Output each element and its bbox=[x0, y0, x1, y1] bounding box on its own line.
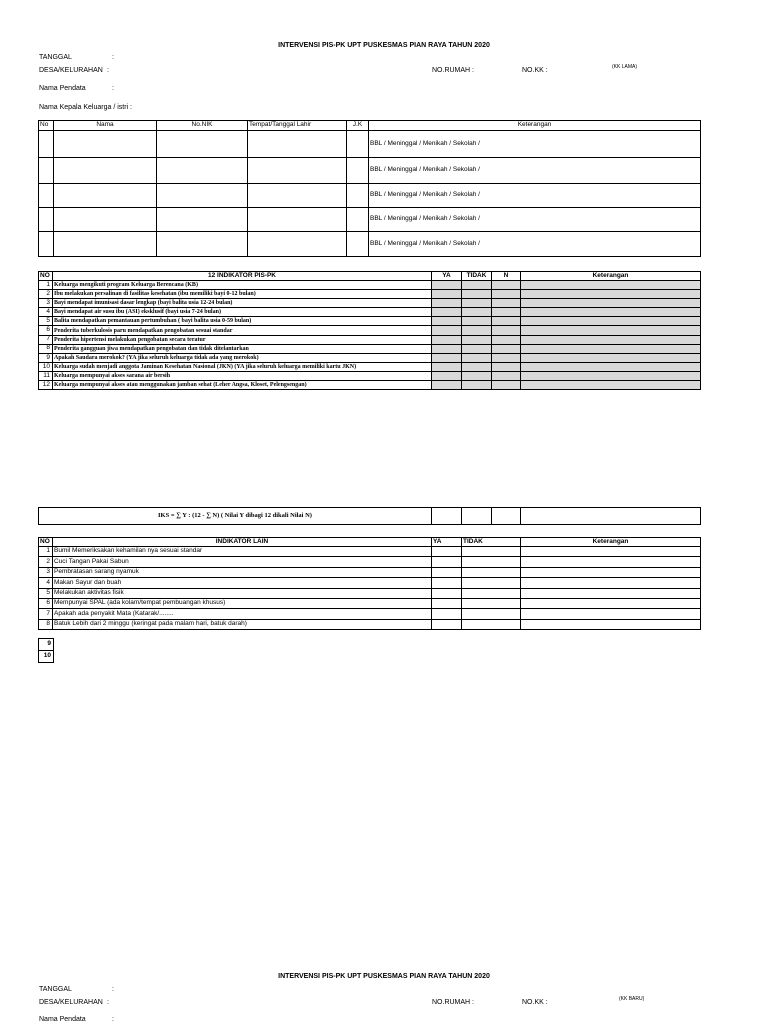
other-no: 10 bbox=[39, 651, 54, 663]
other-row bbox=[39, 547, 701, 557]
n-cell[interactable] bbox=[492, 381, 521, 390]
indicator-text: Penderita hipertensi melakukan pengobatan secara teratur bbox=[53, 335, 432, 344]
indicator-row bbox=[39, 317, 701, 326]
col-nama: Nama bbox=[54, 121, 157, 131]
other-text: Makan Sayur dan buah bbox=[53, 578, 432, 588]
ya-cell[interactable] bbox=[432, 609, 462, 619]
keterangan-cell[interactable] bbox=[521, 344, 701, 353]
other-no: 5 bbox=[39, 588, 53, 598]
other-text: Bumil Memeriksakan kehamilan nya sesuai standar bbox=[53, 547, 432, 557]
other-text: Mempunyai SPAL (ada kolam/tempat pembuangan khusus) bbox=[53, 598, 432, 608]
ya-cell[interactable] bbox=[432, 335, 462, 344]
n-cell[interactable] bbox=[492, 344, 521, 353]
other-row bbox=[39, 651, 54, 663]
member-nik-cell[interactable] bbox=[157, 158, 248, 184]
no-rumah-label: NO.RUMAH : bbox=[432, 67, 474, 74]
ya-cell[interactable] bbox=[432, 344, 462, 353]
member-keterangan[interactable]: BBL / Meninggal / Menikah / Sekolah / bbox=[369, 184, 701, 208]
member-nik-cell[interactable] bbox=[157, 131, 248, 158]
iks-table bbox=[38, 507, 701, 525]
keterangan-cell[interactable] bbox=[521, 308, 701, 317]
other-text: Apakah ada penyakit Mata (Katarak/........ bbox=[53, 609, 432, 619]
other-indicators-table bbox=[38, 537, 701, 630]
other-row bbox=[39, 588, 701, 598]
indicator-text: Bayi mendapat imunisasi dasar lengkap (bayi balita usia 12-24 bulan) bbox=[53, 299, 432, 308]
iks-tidak-cell[interactable] bbox=[462, 508, 492, 525]
indicator-text: Keluarga mempunyai akses atau menggunakan jamban sehat (Leher Angsa, Kloset, Pelengsengan) bbox=[53, 381, 432, 390]
other-no: 2 bbox=[39, 557, 53, 567]
indicator-text: Penderita tuberkulosis paru mendapatkan pengobatan sesuai standar bbox=[53, 326, 432, 335]
indicator-row bbox=[39, 308, 701, 317]
indicator-text: Balita mendapatkan pemantauan pertumbuhan ( bayi balita usia 0-59 bulan) bbox=[53, 317, 432, 326]
tidak-cell[interactable] bbox=[462, 290, 492, 299]
tidak-cell[interactable] bbox=[462, 619, 521, 629]
keterangan-cell[interactable] bbox=[521, 619, 701, 629]
member-ttl-cell[interactable] bbox=[248, 184, 347, 208]
no-kk-label-bottom: NO.KK : bbox=[522, 999, 548, 1006]
indicator-row bbox=[39, 299, 701, 308]
desa-colon: : bbox=[107, 67, 109, 74]
member-no-cell[interactable] bbox=[39, 158, 54, 184]
tanggal-colon: : bbox=[112, 54, 114, 61]
member-keterangan[interactable]: BBL / Meninggal / Menikah / Sekolah / bbox=[369, 158, 701, 184]
indicator-row bbox=[39, 362, 701, 371]
col-jk: J.K bbox=[347, 121, 369, 131]
other-text: Melakukan aktivitas fisik bbox=[53, 588, 432, 598]
pendata-label-bottom: Nama Pendata bbox=[39, 1016, 86, 1023]
member-row bbox=[39, 184, 701, 208]
member-nik-cell[interactable] bbox=[157, 208, 248, 232]
indicator-text: Ibu melakukan persalinan di fasilitas kesehatan (ibu memiliki bayi 0-12 bulan) bbox=[53, 290, 432, 299]
kk-baru-note: (KK BARU) bbox=[619, 996, 645, 1002]
indicator-no: 6 bbox=[39, 326, 53, 335]
ya-cell[interactable] bbox=[432, 299, 462, 308]
member-row bbox=[39, 131, 701, 158]
oth-col-indikator: INDIKATOR LAIN bbox=[53, 538, 432, 547]
ya-cell[interactable] bbox=[432, 317, 462, 326]
tidak-cell[interactable] bbox=[462, 371, 492, 380]
n-cell[interactable] bbox=[492, 290, 521, 299]
indicator-no: 10 bbox=[39, 362, 53, 371]
indicator-text: Penderita gangguan jiwa mendapatkan pengobatan dan tidak ditelantarkan bbox=[53, 344, 432, 353]
indicator-no: 8 bbox=[39, 344, 53, 353]
ind-col-indikator: 12 INDIKATOR PIS-PK bbox=[53, 272, 432, 281]
indicator-row bbox=[39, 335, 701, 344]
desa-colon-bottom: : bbox=[107, 999, 109, 1006]
indicator-row bbox=[39, 371, 701, 380]
indicator-no: 7 bbox=[39, 335, 53, 344]
n-cell[interactable] bbox=[492, 362, 521, 371]
ya-cell[interactable] bbox=[432, 557, 462, 567]
n-cell[interactable] bbox=[492, 371, 521, 380]
ya-cell[interactable] bbox=[432, 619, 462, 629]
tidak-cell[interactable] bbox=[462, 547, 521, 557]
members-header-row bbox=[39, 121, 701, 131]
pendata-label: Nama Pendata bbox=[39, 85, 86, 92]
oth-col-keterangan: Keterangan bbox=[521, 538, 701, 547]
member-nik-cell[interactable] bbox=[157, 184, 248, 208]
member-no-cell[interactable] bbox=[39, 131, 54, 158]
keterangan-cell[interactable] bbox=[521, 381, 701, 390]
member-ttl-cell[interactable] bbox=[248, 131, 347, 158]
tidak-cell[interactable] bbox=[462, 557, 521, 567]
member-ttl-cell[interactable] bbox=[248, 232, 347, 257]
member-nama-cell[interactable] bbox=[54, 184, 157, 208]
iks-row bbox=[39, 508, 701, 525]
tidak-cell[interactable] bbox=[462, 609, 521, 619]
indicator-text: Keluarga mengikuti program Keluarga Berencana (KB) bbox=[53, 281, 432, 290]
ya-cell[interactable] bbox=[432, 547, 462, 557]
indicator-text: Apakah Saudara merokok? (YA jika seluruh keluarga tidak ada yang merokok) bbox=[53, 353, 432, 362]
ya-cell[interactable] bbox=[432, 353, 462, 362]
kepala-keluarga-label: Nama Kepala Keluarga / istri : bbox=[39, 104, 132, 111]
oth-col-ya: YA bbox=[432, 538, 462, 547]
other-text: Batuk Lebih dari 2 minggu (keringat pada malam hari, batuk darah) bbox=[53, 619, 432, 629]
other-no: 8 bbox=[39, 619, 53, 629]
member-jk-cell[interactable] bbox=[347, 184, 369, 208]
other-row bbox=[39, 619, 701, 629]
member-no-cell[interactable] bbox=[39, 208, 54, 232]
n-cell[interactable] bbox=[492, 317, 521, 326]
tidak-cell[interactable] bbox=[462, 567, 521, 577]
member-row bbox=[39, 158, 701, 184]
ya-cell[interactable] bbox=[432, 362, 462, 371]
indicators-table bbox=[38, 271, 701, 390]
member-keterangan[interactable]: BBL / Meninggal / Menikah / Sekolah / bbox=[369, 232, 701, 257]
indicator-no: 11 bbox=[39, 371, 53, 380]
ind-col-tidak: TIDAK bbox=[462, 272, 492, 281]
keterangan-cell[interactable] bbox=[521, 371, 701, 380]
keterangan-cell[interactable] bbox=[521, 557, 701, 567]
oth-col-no: NO bbox=[39, 538, 53, 547]
member-keterangan[interactable]: BBL / Meninggal / Menikah / Sekolah / bbox=[369, 208, 701, 232]
tidak-cell[interactable] bbox=[462, 381, 492, 390]
member-nik-cell[interactable] bbox=[157, 232, 248, 257]
ya-cell[interactable] bbox=[432, 290, 462, 299]
col-no: No bbox=[39, 121, 54, 131]
iks-n-cell[interactable] bbox=[492, 508, 521, 525]
tidak-cell[interactable] bbox=[462, 299, 492, 308]
pendata-colon: : bbox=[112, 85, 114, 92]
keterangan-cell[interactable] bbox=[521, 299, 701, 308]
indicator-no: 3 bbox=[39, 299, 53, 308]
member-keterangan[interactable]: BBL / Meninggal / Menikah / Sekolah / bbox=[369, 131, 701, 158]
member-row bbox=[39, 208, 701, 232]
keterangan-cell[interactable] bbox=[521, 598, 701, 608]
n-cell[interactable] bbox=[492, 353, 521, 362]
member-nama-cell[interactable] bbox=[54, 158, 157, 184]
ya-cell[interactable] bbox=[432, 381, 462, 390]
form-title: INTERVENSI PIS-PK UPT PUSKESMAS PIAN RAYA TAHUN 2020 bbox=[278, 42, 490, 49]
member-jk-cell[interactable] bbox=[347, 232, 369, 257]
members-table bbox=[38, 120, 701, 257]
col-ttl: Tempat/Tanggal Lahir bbox=[248, 121, 347, 131]
other-text: Pembratasan sarang nyamuk bbox=[53, 567, 432, 577]
desa-label-bottom: DESA/KELURAHAN bbox=[39, 999, 103, 1006]
ya-cell[interactable] bbox=[432, 308, 462, 317]
ind-col-keterangan: Keterangan bbox=[521, 272, 701, 281]
col-keterangan: Keterangan bbox=[369, 121, 701, 131]
no-rumah-label-bottom: NO.RUMAH : bbox=[432, 999, 474, 1006]
keterangan-cell[interactable] bbox=[521, 317, 701, 326]
indicator-row bbox=[39, 381, 701, 390]
ind-col-no: NO bbox=[39, 272, 53, 281]
indicator-no: 12 bbox=[39, 381, 53, 390]
other-row bbox=[39, 557, 701, 567]
keterangan-cell[interactable] bbox=[521, 290, 701, 299]
other-no: 9 bbox=[39, 639, 54, 651]
keterangan-cell[interactable] bbox=[521, 326, 701, 335]
other-no: 1 bbox=[39, 547, 53, 557]
other-no: 3 bbox=[39, 567, 53, 577]
ya-cell[interactable] bbox=[432, 588, 462, 598]
iks-keterangan-cell[interactable] bbox=[521, 508, 701, 525]
tanggal-label: TANGGAL bbox=[39, 54, 72, 61]
n-cell[interactable] bbox=[492, 326, 521, 335]
other-row bbox=[39, 578, 701, 588]
other-text: Cuci Tangan Pakai Sabun bbox=[53, 557, 432, 567]
ya-cell[interactable] bbox=[432, 281, 462, 290]
tidak-cell[interactable] bbox=[462, 344, 492, 353]
desa-label: DESA/KELURAHAN bbox=[39, 67, 103, 74]
other-header-row bbox=[39, 538, 701, 547]
indicator-no: 5 bbox=[39, 317, 53, 326]
keterangan-cell[interactable] bbox=[521, 281, 701, 290]
indicator-row bbox=[39, 281, 701, 290]
keterangan-cell[interactable] bbox=[521, 547, 701, 557]
member-row bbox=[39, 232, 701, 257]
pendata-colon-bottom: : bbox=[112, 1016, 114, 1023]
member-ttl-cell[interactable] bbox=[248, 158, 347, 184]
member-jk-cell[interactable] bbox=[347, 158, 369, 184]
member-jk-cell[interactable] bbox=[347, 131, 369, 158]
indicator-row bbox=[39, 353, 701, 362]
keterangan-cell[interactable] bbox=[521, 335, 701, 344]
other-no: 4 bbox=[39, 578, 53, 588]
member-nama-cell[interactable] bbox=[54, 232, 157, 257]
indicator-no: 1 bbox=[39, 281, 53, 290]
indicator-no: 4 bbox=[39, 308, 53, 317]
other-row bbox=[39, 639, 54, 651]
member-nama-cell[interactable] bbox=[54, 208, 157, 232]
ya-cell[interactable] bbox=[432, 567, 462, 577]
iks-ya-cell[interactable] bbox=[432, 508, 462, 525]
n-cell[interactable] bbox=[492, 281, 521, 290]
n-cell[interactable] bbox=[492, 335, 521, 344]
ya-cell[interactable] bbox=[432, 371, 462, 380]
n-cell[interactable] bbox=[492, 308, 521, 317]
other-row bbox=[39, 567, 701, 577]
tanggal-colon-bottom: : bbox=[112, 986, 114, 993]
n-cell[interactable] bbox=[492, 299, 521, 308]
tidak-cell[interactable] bbox=[462, 362, 492, 371]
tidak-cell[interactable] bbox=[462, 308, 492, 317]
indicator-no: 2 bbox=[39, 290, 53, 299]
tidak-cell[interactable] bbox=[462, 578, 521, 588]
ind-col-ya: YA bbox=[432, 272, 462, 281]
keterangan-cell[interactable] bbox=[521, 578, 701, 588]
member-no-cell[interactable] bbox=[39, 184, 54, 208]
keterangan-cell[interactable] bbox=[521, 609, 701, 619]
indicator-text: Keluarga sudah menjadi anggota Jaminan Kesehatan Nasional (JKN) (YA jika seluruh keluarga memiliki kartu JKN) bbox=[53, 362, 432, 371]
keterangan-cell[interactable] bbox=[521, 567, 701, 577]
tanggal-label-bottom: TANGGAL bbox=[39, 986, 72, 993]
iks-formula: IKS = ∑ Y : (12 - ∑ N) ( Nilai Y dibagi 12 dikali Nilai N) bbox=[39, 508, 432, 525]
indicator-row bbox=[39, 290, 701, 299]
kk-lama-note: (KK LAMA) bbox=[612, 64, 638, 70]
ind-col-n: N bbox=[492, 272, 521, 281]
other-no: 6 bbox=[39, 598, 53, 608]
member-nama-cell[interactable] bbox=[54, 131, 157, 158]
member-ttl-cell[interactable] bbox=[248, 208, 347, 232]
tidak-cell[interactable] bbox=[462, 281, 492, 290]
other-row bbox=[39, 598, 701, 608]
tidak-cell[interactable] bbox=[462, 335, 492, 344]
other-no: 7 bbox=[39, 609, 53, 619]
tidak-cell[interactable] bbox=[462, 317, 492, 326]
ya-cell[interactable] bbox=[432, 578, 462, 588]
tidak-cell[interactable] bbox=[462, 588, 521, 598]
indicators-header-row bbox=[39, 272, 701, 281]
oth-col-tidak: TIDAK bbox=[462, 538, 521, 547]
member-jk-cell[interactable] bbox=[347, 208, 369, 232]
member-no-cell[interactable] bbox=[39, 232, 54, 257]
ya-cell[interactable] bbox=[432, 326, 462, 335]
tidak-cell[interactable] bbox=[462, 353, 492, 362]
tidak-cell[interactable] bbox=[462, 326, 492, 335]
form-title-bottom: INTERVENSI PIS-PK UPT PUSKESMAS PIAN RAYA TAHUN 2020 bbox=[278, 973, 490, 980]
col-nik: No.NIK bbox=[157, 121, 248, 131]
keterangan-cell[interactable] bbox=[521, 362, 701, 371]
no-kk-label: NO.KK : bbox=[522, 67, 548, 74]
keterangan-cell[interactable] bbox=[521, 353, 701, 362]
indicator-no: 9 bbox=[39, 353, 53, 362]
keterangan-cell[interactable] bbox=[521, 588, 701, 598]
ya-cell[interactable] bbox=[432, 598, 462, 608]
indicator-text: Keluarga mempunyai akses sarana air bersih bbox=[53, 371, 432, 380]
other-indicators-extra bbox=[38, 638, 54, 663]
indicator-text: Bayi mendapat air susu ibu (ASI) eksklusif (bayi usia 7-24 bulan) bbox=[53, 308, 432, 317]
tidak-cell[interactable] bbox=[462, 598, 521, 608]
other-row bbox=[39, 609, 701, 619]
indicator-row bbox=[39, 326, 701, 335]
indicator-row bbox=[39, 344, 701, 353]
